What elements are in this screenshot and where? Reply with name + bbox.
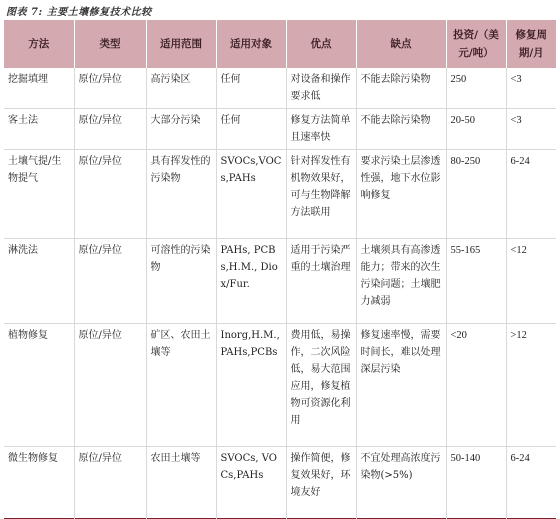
cell-cons: 要求污染土层渗透性强，地下水位影响修复 — [356, 150, 446, 239]
table-row — [4, 447, 556, 519]
table-row — [4, 68, 556, 109]
table-caption: 图表 7: 主要土壤修复技术比较 — [6, 7, 152, 18]
cell-type: 原位/异位 — [74, 239, 146, 324]
cell-cost: 80-250 — [446, 150, 506, 239]
cell-method: 植物修复 — [4, 324, 74, 447]
header-period: 修复周期/月 — [506, 20, 556, 68]
cell-pros: 修复方法简单且速率快 — [286, 109, 356, 150]
cell-method: 挖掘填埋 — [8, 74, 48, 85]
header-cons: 缺点 — [356, 20, 446, 68]
cell-pros: 费用低，易操作，二次风险低，易大范围应用，修复植物可资源化利用 — [286, 324, 356, 447]
cell-scope: 农田土壤等 — [146, 447, 216, 519]
cell-pros: 操作简便，修复效果好，环境友好 — [286, 447, 356, 519]
cell-type: 原位/异位 — [74, 324, 146, 447]
cell-target: 任何 — [216, 68, 286, 109]
cell-type: 原位/异位 — [74, 109, 146, 150]
cell-period: <12 — [506, 239, 556, 324]
header-cost: 投资/（美元/吨） — [446, 20, 506, 68]
table-row — [4, 109, 556, 150]
cell-scope: 高污染区 — [146, 68, 216, 109]
cell-pros: 针对挥发性有机物效果好，可与生物降解方法联用 — [286, 150, 356, 239]
table-row — [4, 239, 556, 324]
cell-target: PAHs, PCBs,H.M., Diox/Fur. — [216, 239, 286, 324]
cell-type: 原位/异位 — [74, 150, 146, 239]
cell-type: 原位/异位 — [74, 447, 146, 519]
header-row — [4, 20, 556, 68]
cell-scope: 可溶性的污染物 — [146, 239, 216, 324]
cell-pros: 对设备和操作要求低 — [286, 68, 356, 109]
cell-scope: 大部分污染 — [146, 109, 216, 150]
cell-scope: 矿区、农田土壤等 — [146, 324, 216, 447]
cell-target: 任何 — [216, 109, 286, 150]
cell-method: 土壤气提/生物提气 — [4, 150, 74, 239]
cell-target: SVOCs,VOCs,PAHs — [216, 150, 286, 239]
cell-method: 淋洗法 — [4, 239, 74, 324]
cell-period: 6-24 — [506, 150, 556, 239]
cell-method: 微生物修复 — [4, 447, 74, 519]
cell-period: <3 — [506, 68, 556, 109]
cell-cons: 修复速率慢，需要时间长，难以处理深层污染 — [356, 324, 446, 447]
cell-cost: 250 — [446, 68, 506, 109]
cell-period: <3 — [506, 109, 556, 150]
table-row — [4, 150, 556, 239]
cell-cost: 55-165 — [446, 239, 506, 324]
cell-cost: <20 — [446, 324, 506, 447]
cell-cost: 20-50 — [446, 109, 506, 150]
cell-cons: 土壤须具有高渗透能力；带来的次生污染问题；土壤肥力减弱 — [356, 239, 446, 324]
cell-scope: 具有挥发性的污染物 — [146, 150, 216, 239]
header-type: 类型 — [74, 20, 146, 68]
cell-method: 客土法 — [4, 109, 74, 150]
cell-target: SVOCs, VOCs,PAHs — [216, 447, 286, 519]
cell-period: >12 — [506, 324, 556, 447]
cell-target: Inorg,H.M., PAHs,PCBs — [216, 324, 286, 447]
header-method: 方法 — [4, 20, 74, 68]
cell-period: 6-24 — [506, 447, 556, 519]
table-row — [4, 324, 556, 447]
soil-remediation-comparison-table — [4, 20, 556, 519]
header-pros: 优点 — [286, 20, 356, 68]
cell-cost: 50-140 — [446, 447, 506, 519]
cell-type: 原位/异位 — [74, 68, 146, 109]
header-scope: 适用范围 — [146, 20, 216, 68]
cell-pros: 适用于污染严重的土壤治理 — [286, 239, 356, 324]
cell-cons: 不宜处理高浓度污染物(>5%) — [356, 447, 446, 519]
header-target: 适用对象 — [216, 20, 286, 68]
cell-cons: 不能去除污染物 — [356, 68, 446, 109]
cell-cons: 不能去除污染物 — [356, 109, 446, 150]
